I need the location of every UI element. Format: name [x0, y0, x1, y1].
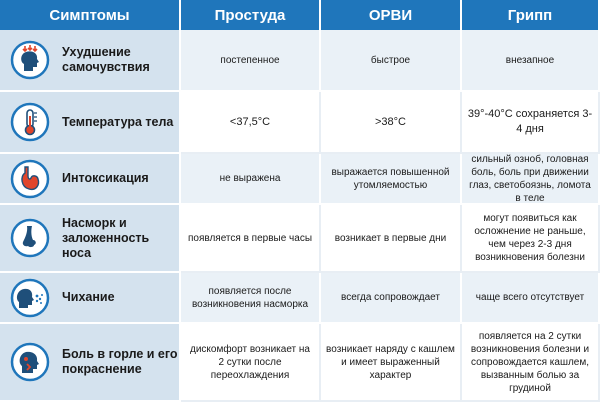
symptom-temperature: [0, 92, 181, 154]
head-fever-icon: [10, 40, 50, 80]
sneeze-icon: [10, 278, 50, 318]
header-orvi: ОРВИ: [321, 0, 462, 30]
symptom-label: Чихание: [62, 290, 115, 304]
symptom-sore-throat: [0, 324, 181, 402]
symptom-label: Температура тела: [62, 114, 174, 129]
cell-orvi-wellbeing: быстрое: [321, 30, 462, 92]
stomach-icon: [10, 159, 50, 199]
symptom-label: Интоксикация: [62, 171, 149, 185]
throat-icon: [10, 342, 50, 382]
cell-orvi-intoxication: выражается повышенной утомляемостью: [321, 154, 462, 205]
cell-cold-sneezing: появляется после возникновения насморка: [181, 273, 321, 324]
nose-icon: [10, 218, 50, 258]
cell-flu-temperature: 39°-40°С сохраняется 3-4 дня: [462, 92, 600, 154]
cell-orvi-sneezing: всегда сопровождает: [321, 273, 462, 324]
cell-cold-temperature: <37,5°С: [181, 92, 321, 154]
symptom-label: Боль в горле и его покраснение: [62, 347, 178, 376]
cell-orvi-temperature: >38°С: [321, 92, 462, 154]
cell-flu-wellbeing: внезапное: [462, 30, 600, 92]
cell-cold-runny-nose: появляется в первые часы: [181, 205, 321, 273]
cell-flu-runny-nose: могут появиться как осложнение не раньше, чем через 2-3 дня возникновения болезни: [462, 205, 600, 273]
cell-orvi-sore-throat: возникает наряду с кашлем и имеет выраженный характер: [321, 324, 462, 402]
header-cold: Простуда: [181, 0, 321, 30]
cell-cold-wellbeing: постепенное: [181, 30, 321, 92]
cell-flu-sneezing: чаще всего отсутствует: [462, 273, 600, 324]
cell-flu-sore-throat: появляется на 2 сутки возникновения болезни и сопровождается кашлем, вызванным болью за грудиной: [462, 324, 600, 402]
cell-cold-intoxication: не выражена: [181, 154, 321, 205]
symptom-intoxication: [0, 154, 181, 205]
header-flu: Грипп: [462, 0, 600, 30]
header-symptoms: Симптомы: [0, 0, 181, 30]
cell-flu-intoxication: сильный озноб, головная боль, боль при движении глаз, светобоязнь, ломота в теле: [462, 154, 600, 205]
symptom-wellbeing: [0, 30, 181, 92]
symptom-runny-nose: [0, 205, 181, 273]
thermometer-icon: [10, 102, 50, 142]
symptom-sneezing: [0, 273, 181, 324]
cell-orvi-runny-nose: возникает в первые дни: [321, 205, 462, 273]
symptom-label: Ухудшение самочувствия: [62, 45, 150, 74]
cell-cold-sore-throat: дискомфорт возникает на 2 сутки после переохлаждения: [181, 324, 321, 402]
symptom-label: Насморк и заложенность носа: [62, 215, 150, 260]
